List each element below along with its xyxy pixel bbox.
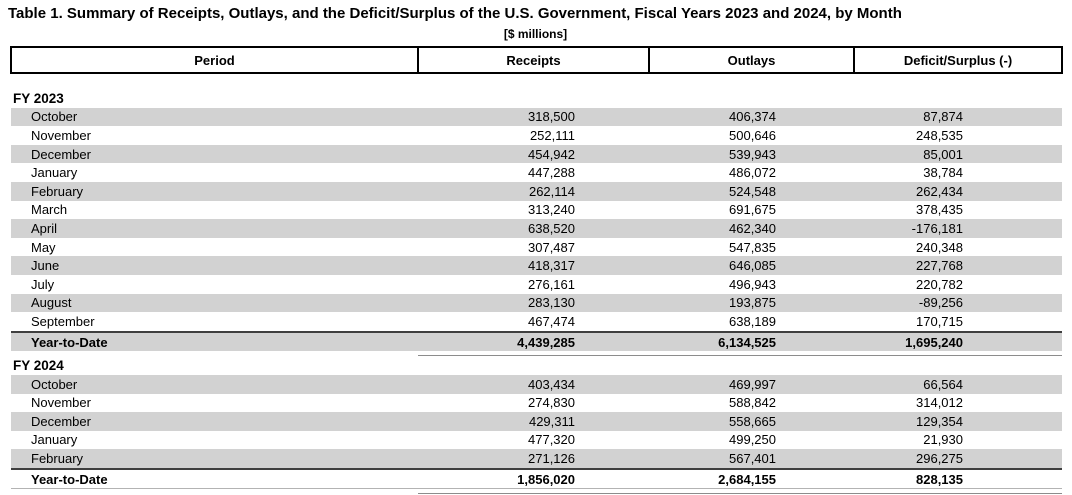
deficit-surplus-cell: 296,275 [854, 449, 1062, 469]
deficit-surplus-cell: 129,354 [854, 412, 1062, 431]
table-row [11, 238, 1062, 257]
table-row [11, 375, 1062, 394]
deficit-surplus-cell: 87,874 [854, 108, 1062, 127]
outlays-cell: 638,189 [729, 313, 776, 329]
deficit-surplus-cell: 314,012 [916, 395, 963, 411]
receipts-cell: 262,114 [418, 182, 649, 201]
receipts-cell: 477,320 [528, 432, 575, 448]
receipts-cell: 318,500 [418, 108, 649, 127]
receipts-cell: 252,111 [529, 127, 575, 143]
table-subtitle: [$ millions] [503, 27, 568, 41]
receipts-cell: 403,434 [418, 375, 649, 394]
period-cell: October [11, 375, 418, 394]
deficit-surplus-cell: 21,930 [923, 432, 963, 448]
table-title: Table 1. Summary of Receipts, Outlays, and the Deficit/Surplus of the U.S. Government, Fiscal Years 2023 and 2024, by Month [8, 5, 902, 22]
deficit-surplus-cell: 66,564 [854, 375, 1062, 394]
year-to-date-row [11, 332, 1062, 352]
table-body [11, 73, 1062, 494]
header-gap-row [11, 73, 1062, 89]
deficit-surplus-cell: 240,348 [916, 239, 963, 255]
receipts-cell: 447,288 [528, 165, 575, 181]
table-header [11, 47, 1062, 73]
table-row [11, 256, 1062, 275]
year-to-date-outlays: 2,684,155 [649, 469, 854, 489]
period-cell: December [11, 412, 418, 431]
period-cell: June [11, 256, 418, 275]
period-cell: November [31, 127, 91, 143]
year-to-date-label: Year-to-Date [11, 469, 418, 489]
column-header-deficit-surplus: Deficit/Surplus (-) [854, 47, 1062, 73]
fiscal-year-label-row [11, 89, 1062, 108]
outlays-cell: 486,072 [729, 165, 776, 181]
table-row [11, 145, 1062, 164]
deficit-surplus-cell: 85,001 [854, 145, 1062, 164]
table-row [11, 182, 1062, 201]
period-cell: November [31, 395, 91, 411]
fiscal-year-label-row [11, 356, 1062, 375]
underline-spacer [11, 489, 418, 494]
table-row [11, 201, 1062, 220]
period-cell: January [31, 432, 78, 448]
deficit-surplus-cell: 378,435 [916, 202, 963, 218]
outlays-cell: 558,665 [649, 412, 854, 431]
table-row [11, 108, 1062, 127]
outlays-cell: 524,548 [649, 182, 854, 201]
receipts-cell: 418,317 [418, 256, 649, 275]
deficit-surplus-cell: -89,256 [854, 294, 1062, 313]
period-cell: May [31, 239, 56, 255]
table-row [11, 312, 1062, 332]
column-header-period: Period [11, 47, 418, 73]
deficit-surplus-cell: 170,715 [916, 313, 963, 329]
period-cell: January [31, 165, 78, 181]
header-row [11, 47, 1062, 73]
receipts-cell: 454,942 [418, 145, 649, 164]
year-to-date-outlays: 6,134,525 [649, 332, 854, 352]
outlays-cell: 469,997 [649, 375, 854, 394]
numeric-underline [854, 489, 1062, 494]
summary-table [10, 46, 1063, 494]
table-row [11, 126, 1062, 145]
period-cell: August [11, 294, 418, 313]
year-to-date-deficit-surplus: 828,135 [854, 469, 1062, 489]
column-header-receipts: Receipts [418, 47, 649, 73]
period-cell: February [11, 182, 418, 201]
table-row [11, 431, 1062, 450]
outlays-cell: 691,675 [729, 202, 776, 218]
deficit-surplus-cell: 262,434 [854, 182, 1062, 201]
receipts-cell: 283,130 [418, 294, 649, 313]
outlays-cell: 646,085 [649, 256, 854, 275]
outlays-cell: 462,340 [649, 219, 854, 238]
year-to-date-row [11, 469, 1062, 489]
outlays-cell: 539,943 [649, 145, 854, 164]
numeric-underline [418, 489, 649, 494]
fiscal-year-label: FY 2023 [13, 90, 64, 106]
table-row [11, 294, 1062, 313]
year-to-date-deficit-surplus: 1,695,240 [854, 332, 1062, 352]
outlays-cell: 193,875 [649, 294, 854, 313]
receipts-cell: 274,830 [528, 395, 575, 411]
receipts-cell: 313,240 [528, 202, 575, 218]
period-cell: July [31, 276, 55, 292]
year-to-date-receipts: 1,856,020 [418, 469, 649, 489]
table-row [11, 449, 1062, 469]
deficit-surplus-cell: 220,782 [916, 276, 963, 292]
outlays-cell: 496,943 [729, 276, 776, 292]
year-to-date-label: Year-to-Date [11, 332, 418, 352]
total-underline-row [11, 489, 1062, 494]
receipts-cell: 638,520 [418, 219, 649, 238]
fiscal-year-label: FY 2024 [13, 358, 64, 374]
period-cell: February [11, 449, 418, 469]
period-cell: April [11, 219, 418, 238]
period-cell: March [31, 202, 68, 218]
table-row [11, 275, 1062, 294]
receipts-cell: 276,161 [528, 276, 575, 292]
table-row [11, 163, 1062, 182]
receipts-cell: 467,474 [528, 313, 575, 329]
outlays-cell: 406,374 [649, 108, 854, 127]
receipts-cell: 307,487 [528, 239, 575, 255]
deficit-surplus-cell: -176,181 [854, 219, 1062, 238]
outlays-cell: 588,842 [729, 395, 776, 411]
column-header-outlays: Outlays [649, 47, 854, 73]
year-to-date-receipts: 4,439,285 [418, 332, 649, 352]
table-row [11, 412, 1062, 431]
receipts-cell: 271,126 [418, 449, 649, 469]
outlays-cell: 567,401 [649, 449, 854, 469]
table-row [11, 394, 1062, 413]
period-cell: September [31, 313, 95, 329]
numeric-underline [649, 489, 854, 494]
receipts-cell: 429,311 [418, 412, 649, 431]
outlays-cell: 499,250 [729, 432, 776, 448]
period-cell: October [11, 108, 418, 127]
outlays-cell: 500,646 [729, 127, 776, 143]
deficit-surplus-cell: 248,535 [916, 127, 963, 143]
period-cell: December [11, 145, 418, 164]
deficit-surplus-cell: 38,784 [923, 165, 963, 181]
deficit-surplus-cell: 227,768 [854, 256, 1062, 275]
outlays-cell: 547,835 [729, 239, 776, 255]
table-row [11, 219, 1062, 238]
